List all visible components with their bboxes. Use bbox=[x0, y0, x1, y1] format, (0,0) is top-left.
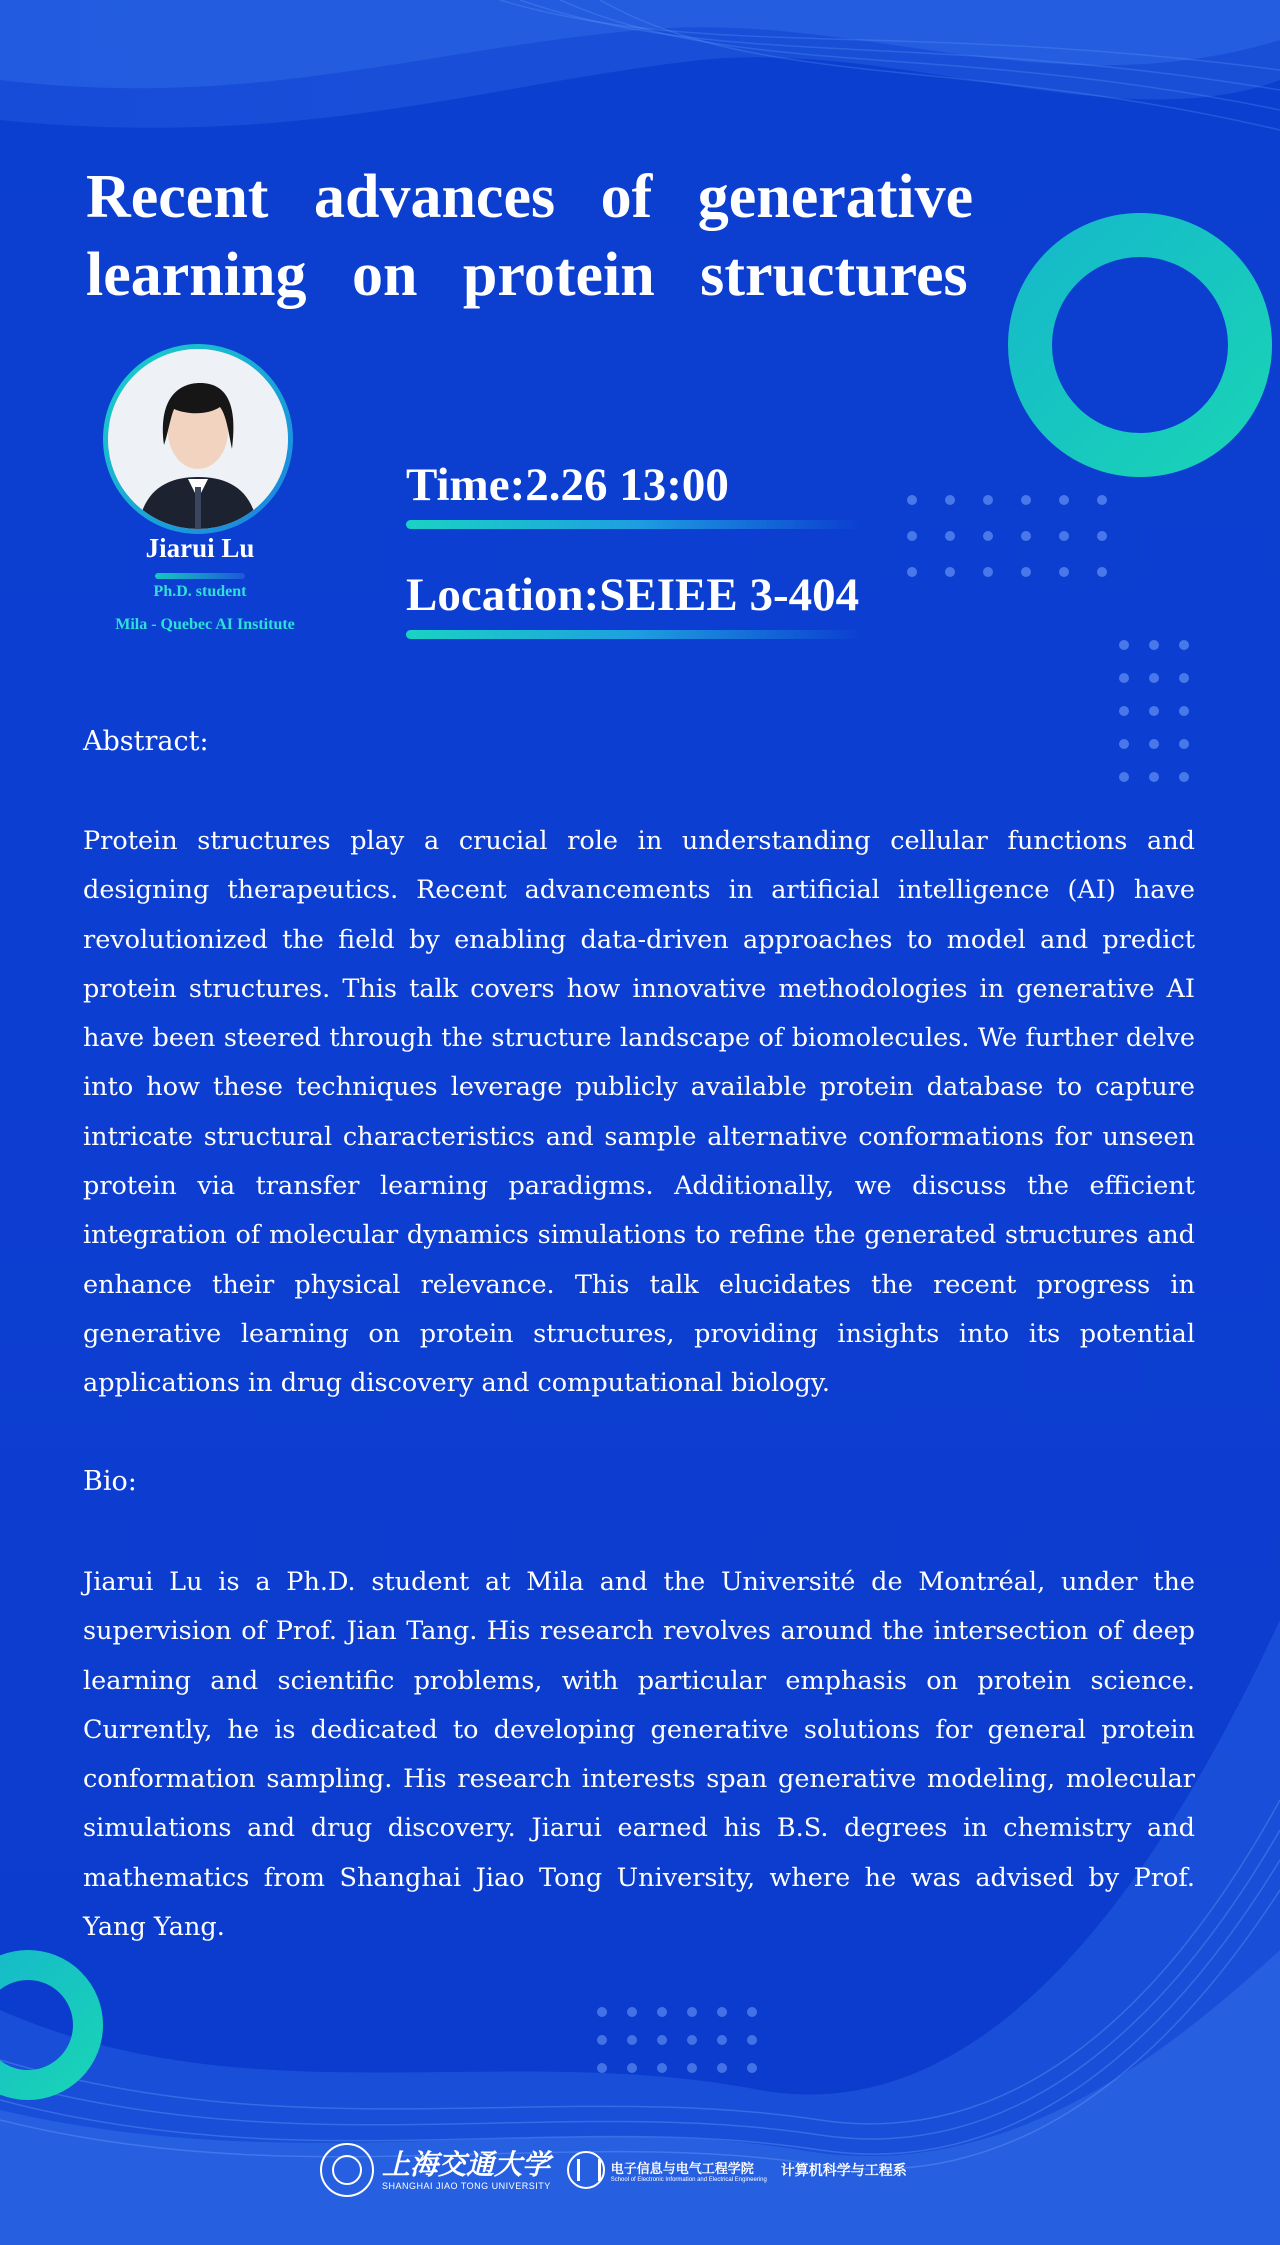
speaker-name: Jiarui Lu bbox=[145, 533, 255, 563]
location-value: SEIEE 3-404 bbox=[599, 569, 860, 621]
event-time bbox=[406, 458, 729, 512]
speaker-photo-icon bbox=[108, 349, 288, 529]
university-logo bbox=[382, 2149, 551, 2191]
name-underline bbox=[155, 573, 245, 579]
department-name-en: School of Electronic Information and Electrical Engineering bbox=[610, 2176, 767, 2183]
talk-title bbox=[86, 158, 1086, 314]
bio-text: Jiarui Lu is a Ph.D. student at Mila and the Université de Montréal, under the supervision of Prof. Jian Tang. His research revolves around the intersection of deep learning and scientific problems, with particular emphasis on protein science. Currently, he is dedicated to developing generative solutions for general protein conformation sampling. His research interests span generative modeling, molecular simulations and drug discovery. Jiarui earned his B.S. degrees in chemistry and mathematics from Shanghai Jiao Tong University, where he was advised by Prof. Yang Yang. bbox=[83, 1567, 1195, 1943]
location-underline bbox=[406, 630, 862, 639]
seiee-logo-icon bbox=[567, 2151, 605, 2189]
sjtu-seal-logo-icon bbox=[320, 2143, 374, 2197]
speaker-photo bbox=[103, 344, 293, 534]
location-separator: : bbox=[583, 569, 600, 621]
abstract-heading: Abstract: bbox=[83, 726, 209, 757]
speaker-role: Ph.D. student bbox=[153, 583, 247, 600]
title-line-1: Recent advances of generative bbox=[86, 163, 974, 231]
time-separator: : bbox=[509, 459, 526, 511]
abstract-text: Protein structures play a crucial role in understanding cellular functions and designing therapeutics. Recent advancements in artificial intelligence (AI) have revolutionized the field by enabling data-driven approaches to model and predict protein structures. This talk covers how innovative methodologies in generative AI have been steered through the structure landscape of biomolecules. We further delve into how these techniques leverage publicly available protein database to capture intricate structural characteristics and sample alternative conformations for unseen protein via transfer learning paradigms. Additionally, we discuss the efficient integration of molecular dynamics simulations to refine the generated structures and enhance their physical relevance. This talk elucidates the recent progress in generative learning on protein structures, providing insights into its potential applications in drug discovery and computational biology. bbox=[83, 826, 1195, 1399]
department-logo bbox=[611, 2158, 767, 2183]
footer-logos bbox=[320, 2140, 1020, 2200]
cs-department-name: 计算机科学与工程系 bbox=[780, 2163, 907, 2179]
location-label: Location bbox=[406, 569, 584, 621]
department-name-cn: 电子信息与电气工程学院 bbox=[610, 2161, 754, 2177]
time-underline bbox=[406, 520, 862, 529]
title-line-2: learning on protein structures bbox=[86, 241, 968, 309]
university-name-cn: 上海交通大学 bbox=[382, 2148, 551, 2181]
time-value: 2.26 13:00 bbox=[525, 459, 729, 511]
university-name-en: SHANGHAI JIAO TONG UNIVERSITY bbox=[382, 2181, 551, 2191]
time-label: Time bbox=[406, 459, 510, 511]
speaker-affiliation: Mila - Quebec AI Institute bbox=[115, 616, 295, 633]
event-location bbox=[406, 568, 859, 622]
bio-heading: Bio: bbox=[83, 1466, 137, 1497]
